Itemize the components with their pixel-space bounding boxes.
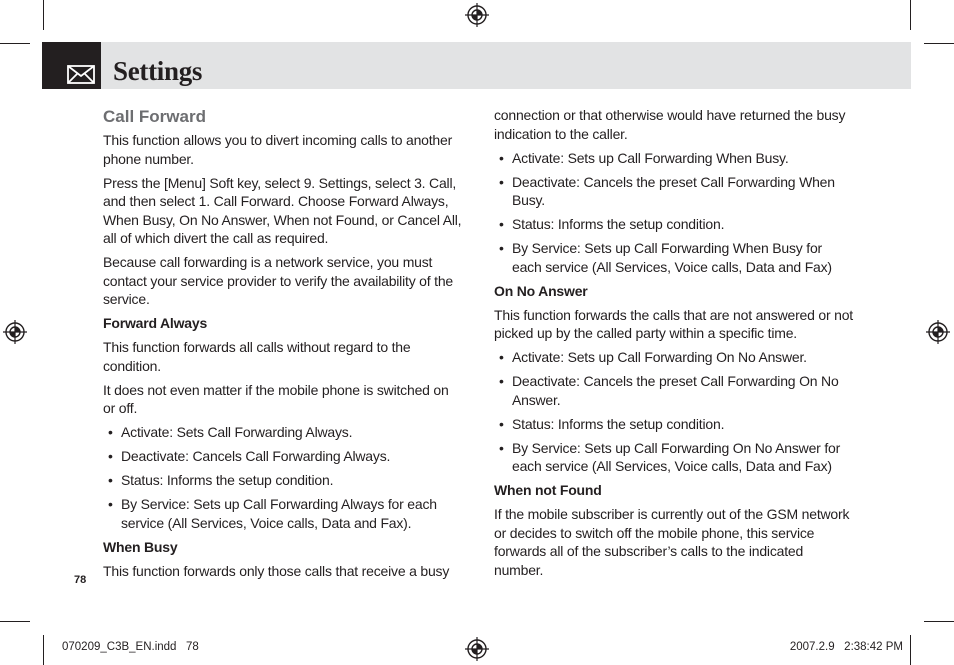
paragraph: This function allows you to divert incoming calls to another phone number.: [103, 132, 453, 167]
crop-mark: [0, 43, 30, 44]
crop-mark: [924, 43, 954, 44]
registration-mark-icon: [465, 637, 489, 661]
paragraph: This function forwards only those calls that receive a busy: [103, 562, 450, 579]
footer-file-info: 070209_C3B_EN.indd 78: [62, 641, 199, 653]
list-item: • Status: Informs the setup condition.: [499, 215, 854, 234]
subheading-when-not-found: When not Found: [494, 482, 602, 498]
left-column: [103, 106, 463, 586]
registration-mark-icon: [3, 320, 27, 344]
bullet-list: [494, 348, 854, 476]
list-item: • By Service: Sets up Call Forwarding On No Answer for each service (All Services, Voice calls, Data and Fax): [499, 439, 854, 476]
list-item: • By Service: Sets up Call Forwarding Always for each service (All Services, Voice calls, Data and Fax).: [108, 495, 463, 532]
list-item: • Deactivate: Cancels Call Forwarding Always.: [108, 447, 463, 466]
registration-mark-icon: [926, 320, 950, 344]
subheading-on-no-answer: On No Answer: [494, 282, 588, 299]
list-item: • Activate: Sets up Call Forwarding When Busy.: [499, 149, 854, 168]
envelope-icon: [67, 65, 95, 84]
paragraph: Press the [Menu] Soft key, select 9. Settings, select 3. Call, and then select 1. Call Forward. Choose Forward Always, When Busy, On No Answer, When not Found, or Cancel All, all of which divert the call as required.: [103, 174, 462, 246]
bullet-list: [103, 423, 463, 532]
list-item: • Deactivate: Cancels the preset Call Forwarding On No Answer.: [499, 372, 854, 409]
paragraph: This function forwards the calls that are not answered or not picked up by the called party within a specific time.: [494, 306, 853, 341]
list-item: • Status: Informs the setup condition.: [499, 415, 854, 434]
paragraph: Because call forwarding is a network service, you must contact your service provider to verify the availability of the service.: [103, 254, 454, 307]
registration-mark-icon: [465, 3, 489, 27]
list-item: • Activate: Sets Call Forwarding Always.: [108, 423, 463, 442]
crop-mark: [0, 621, 30, 622]
paragraph: If the mobile subscriber is currently out of the GSM network or decides to switch off the mobile phone, this service forwards all of the subscriber’s calls to the indicated number.: [494, 506, 850, 578]
crop-mark: [43, 635, 44, 665]
crop-mark: [924, 621, 954, 622]
paragraph: It does not even matter if the mobile phone is switched on or off.: [103, 381, 449, 416]
crop-mark: [910, 0, 911, 30]
section-title: Call Forward: [103, 107, 206, 126]
bullet-list: [494, 149, 854, 277]
header-icon-box: [42, 42, 101, 89]
right-column: [494, 106, 854, 585]
paragraph: connection or that otherwise would have returned the busy indication to the caller.: [494, 107, 846, 142]
crop-mark: [910, 635, 911, 665]
page-number: 78: [74, 574, 87, 586]
subheading-forward-always: Forward Always: [103, 315, 208, 331]
paragraph: This function forwards all calls without regard to the condition.: [103, 339, 411, 374]
list-item: • By Service: Sets up Call Forwarding When Busy for each service (All Services, Voice calls, Data and Fax): [499, 239, 854, 276]
subheading-when-busy: When Busy: [103, 538, 178, 555]
list-item: • Activate: Sets up Call Forwarding On No Answer.: [499, 348, 854, 367]
crop-mark: [43, 0, 44, 30]
footer-timestamp: 2007.2.9 2:38:42 PM: [789, 641, 903, 653]
page-title: Settings: [113, 56, 203, 86]
list-item: • Deactivate: Cancels the preset Call Forwarding When Busy.: [499, 173, 854, 210]
list-item: • Status: Informs the setup condition.: [108, 471, 463, 490]
